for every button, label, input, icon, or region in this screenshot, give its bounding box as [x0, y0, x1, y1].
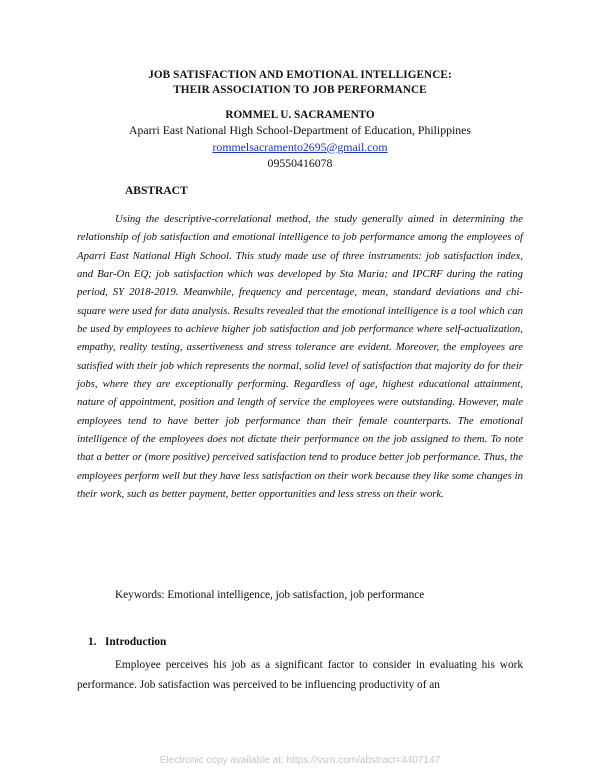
author-email-link[interactable]: rommelsacramento2695@gmail.com: [212, 139, 388, 154]
introduction-text: Employee perceives his job as a significant factor to consider in evaluating his work performance. Job satisfaction was perceived to be influencing productivity of an: [77, 659, 523, 691]
keywords: Keywords: Emotional intelligence, job satisfaction, job performance: [115, 589, 425, 601]
title-block: [60, 68, 540, 170]
author-name: ROMMEL U. SACRAMENTO: [225, 109, 375, 121]
paper-title-line-2: THEIR ASSOCIATION TO JOB PERFORMANCE: [173, 84, 427, 96]
section-heading-introduction: [88, 636, 166, 648]
footer-watermark: Electronic copy available at: https://ssrn.com/abstract=4407147: [159, 755, 441, 766]
section-number: 1.: [88, 636, 97, 648]
section-title: Introduction: [105, 636, 167, 648]
abstract-heading: ABSTRACT: [125, 185, 188, 197]
author-affiliation: Aparri East National High School-Department of Education, Philippines: [128, 123, 472, 137]
paper-title-line-1: JOB SATISFACTION AND EMOTIONAL INTELLIGENCE:: [148, 69, 452, 81]
abstract-text: Using the descriptive-correlational method, the study generally aimed in determining the relationship of job satisfaction and emotional intelligence to job performance among the employees of Aparri East National High School. This study made use of three instruments: job satisfaction index, and Bar-On EQ; job satisfaction which was developed by Sta Maria; and IPCRF during the rating period, SY 2018-2019. Meanwhile, frequency and percentage, mean, standard deviations and chi-square were used for data analysis. Results revealed that the emotional intelligence is a tool which can be used by employees to achieve higher job satisfaction and job performance where self-actualization, empathy, reality testing, assertiveness and stress tolerance are evident. Moreover, the employees are satisfied with their job which represents the normal, solid level of satisfaction that majority do for their jobs, where they are exceptionally performing. Regardless of age, highest educational attainment, nature of appointment, position and length of service the employees were outstanding. However, male employees tend to have better job performance than their female counterparts. The emotional intelligence of the employees does not dictate their performance on the job assigned to them. To note that a better or (more positive) perceived satisfaction tend to produce better job performance. Thus, the employees perform well but they have less satisfaction on their work because they like some changes in their work, such as better payment, better opportunities and less stress on their work.: [77, 213, 523, 501]
author-phone: 09550416078: [267, 155, 333, 170]
